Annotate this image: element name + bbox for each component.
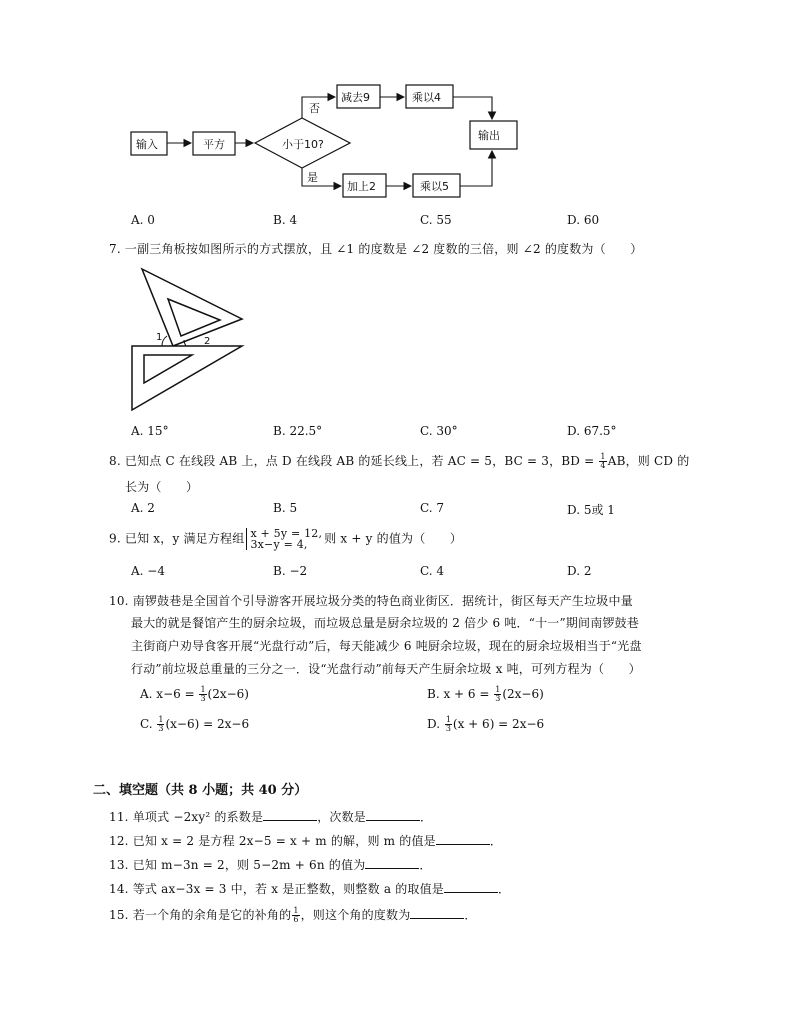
q11-blank-1[interactable]	[263, 808, 317, 821]
q7-text: 7. 一副三角板按如图所示的方式摆放，且 ∠1 的度数是 ∠2 度数的三倍，则 ∠2 的度数为（ ）	[109, 242, 643, 256]
section-2-title: 二、填空题（共 8 小题；共 40 分）	[93, 783, 308, 798]
q9-option-a[interactable]: A. −4	[131, 564, 165, 578]
q8-text-b: AB，则 CD 的	[607, 454, 690, 468]
q10-line1: 10. 南锣鼓巷是全国首个引导游客开展垃圾分类的特色商业街区．据统计，街区每天产生垃圾中量	[109, 594, 633, 608]
flow-minus9-label: 减去9	[341, 91, 370, 104]
q13-blank[interactable]	[365, 856, 419, 869]
flow-square-label: 平方	[203, 138, 225, 151]
flow-input-label: 输入	[136, 138, 158, 151]
q6-option-b[interactable]: B. 4	[273, 213, 298, 227]
q10-line3: 主街商户劝导食客开展“光盘行动”后，每天能减少 6 吨厨余垃圾，现在的厨余垃圾相当于“光盘	[131, 639, 642, 653]
q10-option-c[interactable]: C. $\frac{1}{3}$ (x−6) = 2x−6	[140, 715, 250, 733]
q9-prefix: 9. 已知 x，y 满足方程组	[109, 531, 245, 546]
q10-option-a[interactable]: A. x−6 = $\frac{1}{3}$ (2x−6)	[140, 685, 249, 703]
q9-equation-system: x + 5y = 12, 3x−y = 4,	[246, 528, 322, 550]
q7-option-a[interactable]: A. 15°	[131, 424, 169, 438]
angle-1-label: 1	[156, 332, 163, 343]
angle-1-arc	[162, 336, 167, 346]
arrow-times4-output	[453, 97, 492, 119]
q14-text: 14. 等式 ax−3x = 3 中，若 x 是正整数，则整数 a 的取值是 ．	[109, 882, 511, 896]
q12-text: 12. 已知 x = 2 是方程 2x−5 = x + m 的解，则 m 的值是 ．	[109, 834, 503, 848]
angle-2-label: 2	[204, 336, 211, 347]
flowchart-diagram	[0, 0, 794, 215]
flow-times4-label: 乘以4	[412, 91, 441, 104]
q8-fraction: $\frac{1}{4}$	[600, 452, 606, 470]
q8-option-c[interactable]: C. 7	[420, 501, 445, 515]
q11-blank-2[interactable]	[366, 808, 420, 821]
q15-fraction: $\frac{1}{6}$	[293, 906, 299, 924]
q8-option-a[interactable]: A. 2	[131, 501, 155, 515]
set-square-figure	[120, 262, 250, 417]
q8-text-a: 8. 已知点 C 在线段 AB 上，点 D 在线段 AB 的延长线上，若 AC = 5，BC = 3，BD =	[109, 454, 599, 468]
q9-option-c[interactable]: C. 4	[420, 564, 445, 578]
q6-option-d[interactable]: D. 60	[567, 213, 600, 227]
q6-option-a[interactable]: A. 0	[131, 213, 155, 227]
q8-line2: 长为（ ）	[125, 480, 199, 494]
q6-option-c[interactable]: C. 55	[420, 213, 452, 227]
q12-blank[interactable]	[436, 832, 490, 845]
q7-option-c[interactable]: C. 30°	[420, 424, 458, 438]
q7-option-d[interactable]: D. 67.5°	[567, 424, 617, 438]
q10-option-d[interactable]: D. $\frac{1}{3}$ (x + 6) = 2x−6	[427, 715, 545, 733]
q9-text	[109, 528, 462, 550]
flow-no-label: 否	[309, 102, 320, 115]
arrow-times5-output	[460, 151, 492, 186]
q9-option-b[interactable]: B. −2	[273, 564, 308, 578]
q7-option-b[interactable]: B. 22.5°	[273, 424, 323, 438]
q10-option-b[interactable]: B. x + 6 = $\frac{1}{3}$ (2x−6)	[427, 685, 544, 703]
flow-times5-label: 乘以5	[420, 180, 449, 193]
q14-blank[interactable]	[444, 880, 498, 893]
flow-yes-label: 是	[307, 171, 318, 184]
q9-suffix: 则 x + y 的值为（ ）	[324, 531, 463, 546]
q11-text: 11. 单项式 −2xy² 的系数是 ，次数是 ．	[109, 810, 433, 824]
q13-text: 13. 已知 m−3n = 2，则 5−2m + 6n 的值为 ．	[109, 858, 432, 872]
flow-plus2-label: 加上2	[347, 180, 376, 193]
q15-text: 15. 若一个角的余角是它的补角的 $\frac{1}{6}$ ，则这个角的度数为 ．	[109, 906, 477, 924]
q15-blank[interactable]	[410, 906, 464, 919]
q8-line1	[109, 452, 689, 470]
q8-option-b[interactable]: B. 5	[273, 501, 298, 515]
q8-option-d[interactable]: D. 5或 1	[567, 503, 615, 517]
q10-line4: 行动”前垃圾总重量的三分之一．设“光盘行动”前每天产生厨余垃圾 x 吨，可列方程为（ ）	[131, 662, 641, 676]
q10-line2: 最大的就是餐馆产生的厨余垃圾，而垃圾总量是厨余垃圾的 2 倍少 6 吨．“十一”期间南锣鼓巷	[131, 616, 640, 630]
q9-option-d[interactable]: D. 2	[567, 564, 592, 578]
flow-decision-label: 小于10?	[282, 138, 324, 151]
flow-output-label: 输出	[478, 129, 500, 142]
